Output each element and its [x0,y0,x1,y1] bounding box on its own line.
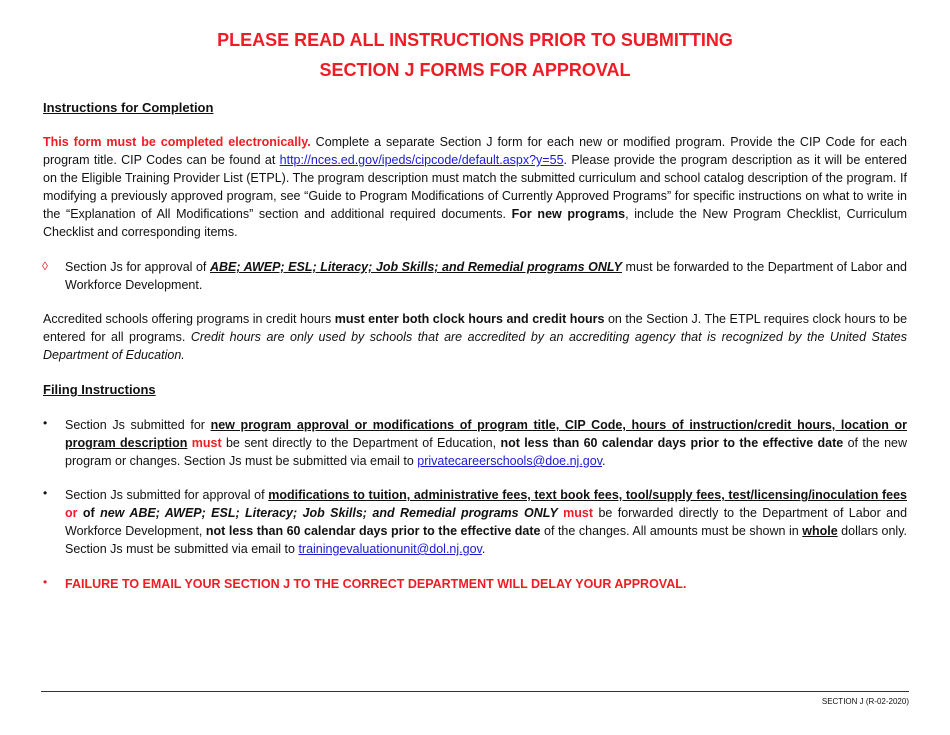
text-span: . Please provide the program description as it will be entered on the Eligible Training Provider List (ETPL). The program description must match the submitted curriculum and school catalog description of the program. If modifying a previously approved program, see “Guide to Program Modifications of Currently Approved Programs” for specific instructions on what to write in the “Explanation of All Modifications” section and additional required documents. [43,153,908,221]
dol-forward-note [65,258,907,294]
page-title-line2: SECTION J FORMS FOR APPROVAL [319,60,631,80]
text-span: Section Js submitted for [65,418,211,432]
filing-instructions-heading: Filing Instructions [43,382,156,397]
dol-filing-item [65,486,907,558]
instructions-completion-heading: Instructions for Completion [43,100,214,115]
new-programs-label: For new programs [511,207,626,221]
of-label: of [77,506,101,520]
must-label: must [187,436,222,450]
diamond-icon: ◊ [42,259,48,273]
credit-hours-requirement: must enter both clock hours and credit hours [334,312,605,326]
text-span: of the changes. All amounts must be shown in [540,524,803,538]
dol-filing-scope: modifications to tuition, administrative fees, text book fees, tool/supply fees, test/licensing/inoculation fees [268,488,908,502]
form-revision-id: SECTION J (R-02-2020) [821,697,909,706]
doe-filing-item [65,416,907,470]
text-span: . [481,542,486,556]
program-types: ABE; AWEP; ESL; Literacy; Job Skills; and Remedial programs ONLY [209,260,622,274]
text-span: must be forwarded to the Department of Labor and Workforce Development. [65,260,907,292]
text-span: Accredited schools offering programs in credit hours [43,312,335,326]
or-label: or [65,506,78,520]
credit-hours-note: Credit hours are only used by schools that are accredited by an accrediting agency that is recognized by the United States Department of Education. [43,330,907,362]
program-types: new ABE; AWEP; ESL; Literacy; Job Skills; and Remedial programs ONLY [100,506,558,520]
bullet-icon: • [43,575,48,589]
text-span: Section Js for approval of [65,260,210,274]
whole-label: whole [802,524,838,538]
text-span: be forwarded directly to the Department of Labor and Workforce Development, [65,506,908,538]
text-span: Section Js submitted for approval of [65,488,269,502]
electronic-requirement: This form must be completed electronically. [43,135,311,149]
must-label: must [557,506,594,520]
text-span: Complete a separate Section J form for each new or modified program. Provide the CIP Code for each program title. CIP Codes can be found at [43,135,907,167]
bullet-icon: • [43,486,48,500]
dol-email-link[interactable]: trainingevaluationunit@dol.nj.gov [298,542,482,556]
failure-warning: FAILURE TO EMAIL YOUR SECTION J TO THE CORRECT DEPARTMENT WILL DELAY YOUR APPROVAL. [65,577,687,591]
text-span: on the Section J. The ETPL requires clock hours to be entered for all programs. [43,312,908,344]
text-span: . [602,454,606,468]
text-span: be sent directly to the Department of Education, [221,436,501,450]
page-title-line1: PLEASE READ ALL INSTRUCTIONS PRIOR TO SUBMITTING [217,30,733,50]
credit-hours-paragraph [43,310,907,364]
bullet-icon: • [43,416,48,430]
cip-code-link[interactable]: http://nces.ed.gov/ipeds/cipcode/default.aspx?y=55 [279,153,564,167]
deadline-text: not less than 60 calendar days prior to the effective date [205,524,541,538]
deadline-text: not less than 60 calendar days prior to the effective date [500,436,844,450]
footer-divider [41,691,909,692]
doe-email-link[interactable]: privatecareerschools@doe.nj.gov [417,454,603,468]
text-span: , include the New Program Checklist, Curriculum Checklist and corresponding items. [43,207,908,239]
text-span: dollars only. Section Js must be submitted via email to [65,524,907,556]
doe-filing-scope: new program approval or modifications of program title, CIP Code, hours of instruction/credit hours, location or program description [65,418,907,450]
text-span: of the new program or changes. Section Js must be submitted via email to [65,436,908,468]
completion-paragraph [43,133,907,241]
